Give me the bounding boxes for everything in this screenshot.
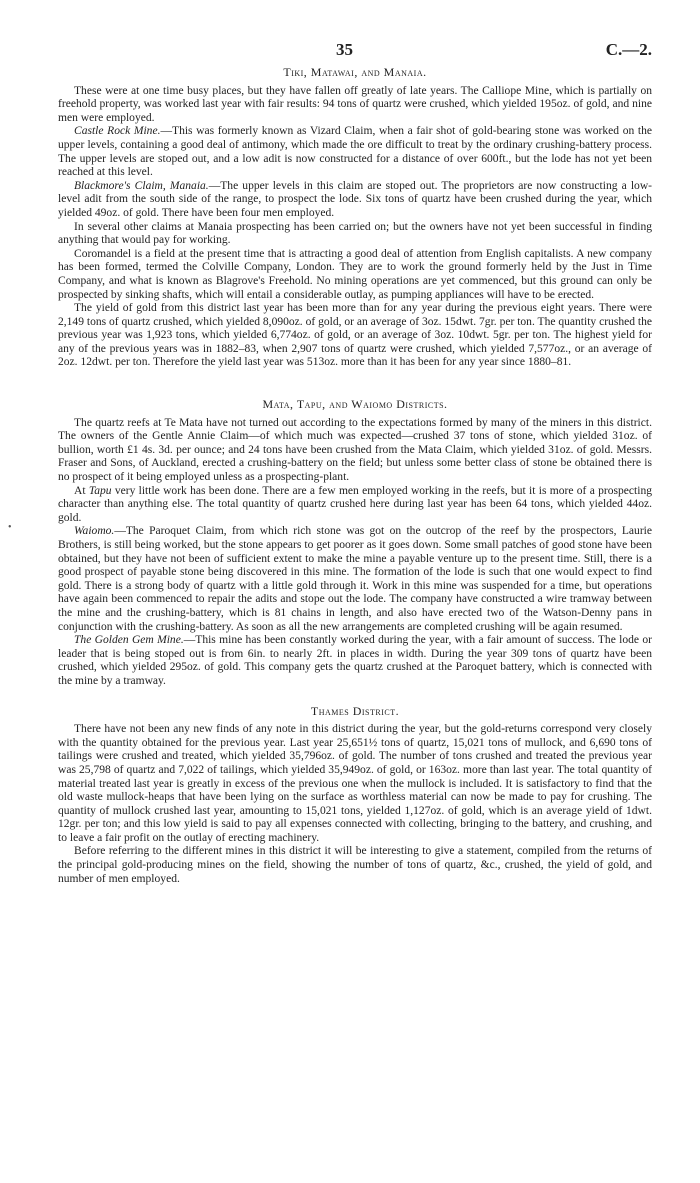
section-heading-thames: Thames District. — [310, 703, 400, 718]
paragraph: Waiomo.—The Paroquet Claim, from which rich stone was got on the outcrop of the reef by the prospectors, Laurie Brothers, is still being worked, but the stone appears to get poorer as it goes down. Some small patches of good stone have been obtained, but they have not been of sufficient extent to make the mine a payable venture up to the present time. Still, there is a good prospect of payable stone being discovered in this mine. The formation of the lode is such that one would expect to find gold. There is a strong body of quartz with a little gold through it. Work in this mine was suspended for a time, but operations have again been commenced to repair the adits and stope out the lode. The company have constructed a wire tramway between the mine and the crushing-battery, which is 81 chains in length, and also have erected two of the Watson-Denny pans in conjunction with the crushing-battery. As soon as all the new arrangements are completed crushing will be again resumed. — [58, 525, 652, 633]
page-number: 35 — [336, 40, 353, 59]
document-body — [58, 66, 652, 886]
paragraph: The Golden Gem Mine.—This mine has been constantly worked during the year, with a fair amount of success. The lode or leader that is being stoped out is from 6in. to nearly 2ft. in places in width. During the year 309 tons of quartz have been crushed, which yielded 295oz. of gold. This company gets the quartz crushed at the Paroquet battery, which is connected with the mine by a tramway. — [58, 634, 652, 687]
page-header — [0, 40, 700, 62]
paragraph: Coromandel is a field at the present time that is attracting a good deal of attention from English capitalists. A new company has been formed, termed the Colville Company, London. They are to work the ground formerly held by the Just in Time Company, and what is known as Blagrove's Freehold. No mining operations are yet commenced, but this ground can only be prospected by sinking shafts, which will entail a considerable outlay, as pumping appliances will have to be erected. — [58, 247, 652, 301]
paragraph-lead: Waiomo. — [74, 525, 115, 538]
paragraph: Before referring to the different mines in this district it will be interesting to give a statement, compiled from the returns of the principal gold-producing mines on the field, showing the number of tons of quartz, &c., crushed, the yield of gold, and number of men employed. — [58, 845, 652, 885]
paragraph: Blackmore's Claim, Manaia.—The upper levels in this claim are stoped out. The proprietors are now constructing a low-level adit from the south side of the range, to prospect the lode. Six tons of quartz have been crushed during the year, which yielded 49oz. of gold. There have been four men employed. — [58, 179, 653, 219]
paragraph-lead: Blackmore's Claim, Manaia. — [74, 179, 209, 192]
paragraph-lead: Castle Rock Mine. — [74, 125, 161, 138]
paragraph: The yield of gold from this district last year has been more than for any year during the previous eight years. There were 2,149 tons of quartz crushed, which yielded 8,090oz. of gold, or an average of 3oz. 15dwt. 7gr. per ton. The quantity crushed the previous year was 1,923 tons, which yielded 6,774oz. of gold, or an average of 3oz. 10dwt. 5gr. per ton. The highest yield for any of the previous years was in 1882–83, when 2,907 tons of quartz were crushed, which yielded 7,577oz., or an average of 2oz. 12dwt. per ton. Therefore the yield last year was 513oz. more than it has been for any year since 1880–81. — [58, 302, 652, 369]
paragraph-lead: The Golden Gem Mine. — [74, 634, 184, 647]
document-reference: C.—2. — [605, 40, 652, 59]
paragraph: The quartz reefs at Te Mata have not turned out according to the expectations formed by many of the miners in this district. The owners of the Gentle Annie Claim—of which much was expected—crushed 37 tons of stone, which yielded 31oz. of bullion, worth £1 4s. 3d. per ounce; and 24 tons have been crushed from the Mata Claim, which yielded 31oz. of gold. Messrs. Fraser and Sons, of Auckland, erected a crushing-battery on the field; but unless some better class of stone be obtained there is no prospect of it being employed unless as a prospecting-plant. — [58, 416, 652, 484]
margin-mark: • — [8, 522, 12, 533]
section-heading-mata-tapu-waiomo: Mata, Tapu, and Waiomo Districts. — [262, 397, 448, 412]
paragraph-lead: Tapu — [88, 484, 112, 497]
paragraph: Castle Rock Mine.—This was formerly known as Vizard Claim, when a fair shot of gold-bearing stone was worked on the upper levels, containing a good deal of antimony, which made the ore difficult to treat by the ordinary crushing-battery process. The upper levels are stoped out, and a low adit is now constructed for a distance of over 600ft., but the lode has not yet been reached at this level. — [58, 125, 652, 179]
paragraph: These were at one time busy places, but they have fallen off greatly of late years. The Calliope Mine, which is partially on freehold property, was worked last year with fair results: 94 tons of quartz were crushed, which yielded 195oz. of gold, and nine men were employed. — [58, 84, 652, 124]
section-heading-tiki: Tiki, Matawai, and Manaia. — [283, 65, 427, 79]
paragraph: In several other claims at Manaia prospecting has been carried on; but the owners have not yet been successful in finding anything that would pay for working. — [58, 220, 652, 247]
paragraph: There have not been any new finds of any note in this district during the year, but the gold-returns correspond very closely with the quantity obtained for the previous year. Last year 25,651½ tons of quartz, 15,021 tons of mullock, and 6,690 tons of tailings were crushed and treated, which yielded 35,796oz. of gold. The number of tons crushed and treated the previous year was 25,798 of quartz and 7,022 of tailings, which yielded 35,949oz. of gold, or 163oz. more than last year. The total quantity of material treated last year is greatly in excess of the previous one when the mullock is included. It is satisfactory to find that the old waste mullock-heaps that have been lying on the surface as worthless material can now be made to pay for crushing. The quantity of mullock crushed last year, amounting to 15,021 tons, yielded 1,127oz. of gold, which is an average yield of 1dwt. 12gr. per ton; and this low yield is said to pay all expenses connected with collecting, bringing to the battery, and crushing, and to leave a fair profit on the outlay of erecting machinery. — [58, 723, 652, 844]
paragraph: At Tapu very little work has been done. There are a few men employed working in the reefs, but it is more of a prospecting character than anything else. The total quantity of quartz crushed here during last year has been 64 tons, which yielded 44oz. gold. — [58, 484, 652, 524]
